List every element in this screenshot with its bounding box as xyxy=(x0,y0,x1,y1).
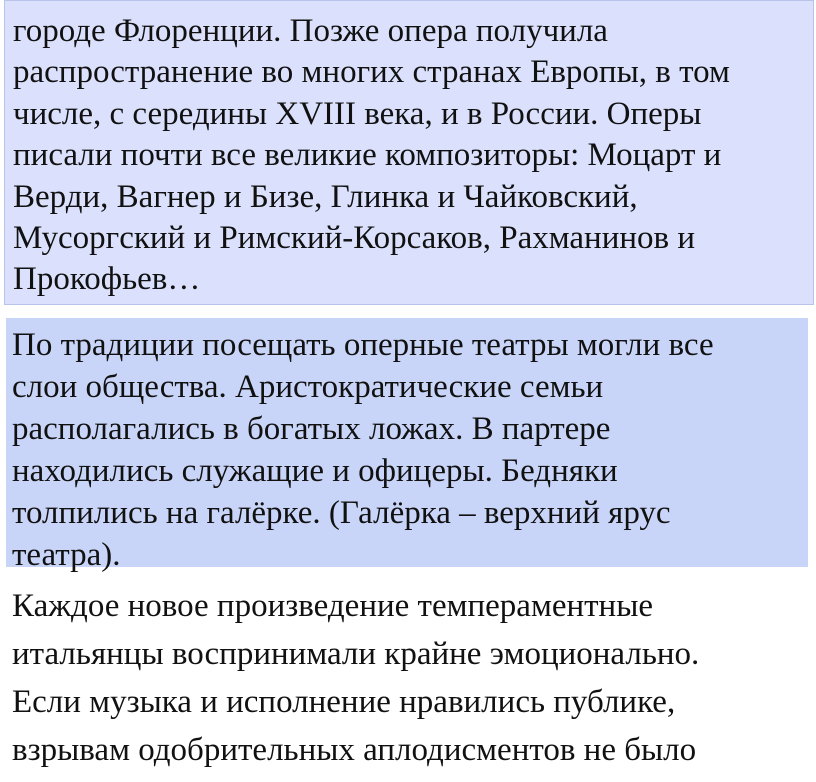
text-block-opera-history xyxy=(4,0,814,305)
text-line: Если музыка и исполнение нравились публике, xyxy=(12,684,676,720)
text-line: взрывам одобрительных аплодисментов не было xyxy=(12,732,697,768)
text-line: Каждое новое произведение темпераментные xyxy=(12,588,654,624)
text-line: По традиции посещать оперные театры могли все xyxy=(12,327,714,363)
text-line: слои общества. Аристократические семьи xyxy=(12,369,604,405)
text-line: Мусоргский и Римский-Корсаков, Рахманинов и xyxy=(13,220,696,257)
text-line: Верди, Вагнер и Бизе, Глинка и Чайковский, xyxy=(13,178,638,215)
text-line: располагались в богатых ложах. В партере xyxy=(12,411,611,447)
text-line: театра). xyxy=(12,537,121,573)
text-line: находились служащие и офицеры. Бедняки xyxy=(12,453,618,489)
text-block-italian-audience xyxy=(6,578,812,782)
text-line: городе Флоренции. Позже опера получила xyxy=(13,13,608,49)
text-line: распространение во многих странах Европы, в том xyxy=(13,54,730,91)
text-line: писали почти все великие композиторы: Моцарт и xyxy=(13,137,722,174)
text-block-theatre-tradition xyxy=(6,318,808,573)
text-line: числе, с середины XVIII века, и в России. Оперы xyxy=(13,95,702,132)
text-line: итальянцы воспринимали крайне эмоционально. xyxy=(12,636,700,672)
text-line: толпились на галёрке. (Галёрка – верхний ярус xyxy=(12,495,671,531)
text-line: Прокофьев… xyxy=(13,261,201,298)
